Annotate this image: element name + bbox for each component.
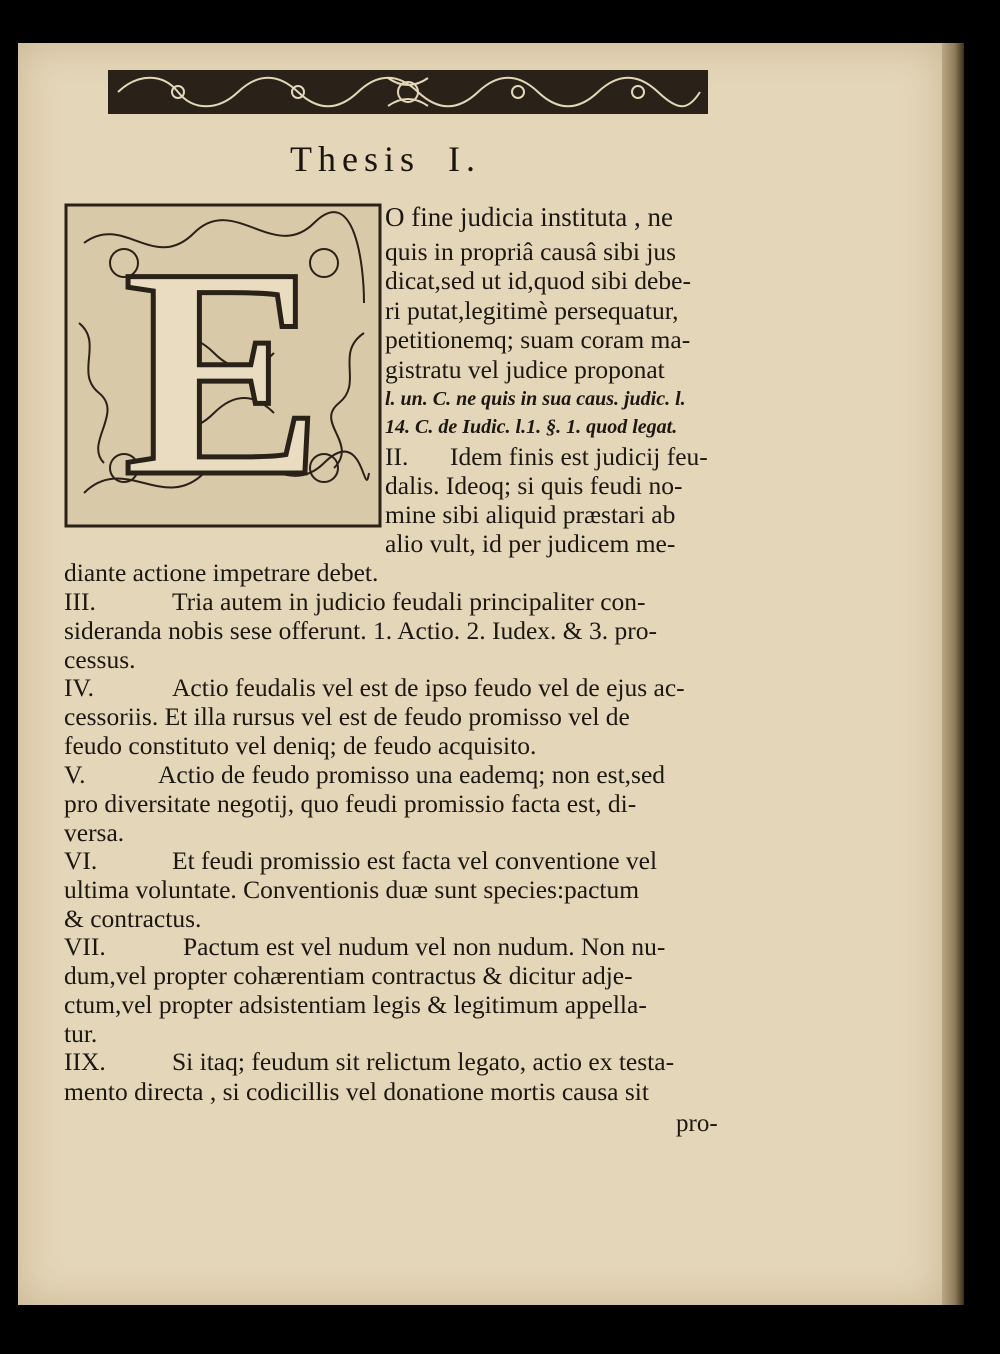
ornamental-headpiece (108, 68, 708, 116)
section-number: V. (64, 760, 86, 789)
section-number: VII. (64, 932, 106, 961)
legal-citation: 14. C. de Iudic. l.1. §. 1. quod legat. (385, 416, 678, 438)
text-line: cessus. (64, 645, 136, 674)
text-line: O fine judicia instituta , ne (385, 202, 673, 232)
text-line: Si itaq; feudum sit relictum legato, actio ex testa- (172, 1047, 675, 1076)
text-line: Actio de feudo promisso una eademq; non est,sed (158, 760, 666, 789)
text-line: diante actione impetrare debet. (64, 558, 379, 587)
thesis-title (290, 138, 610, 188)
text-line: gistratu vel judice proponat (385, 355, 665, 384)
text-line: Pactum est vel nudum vel non nudum. Non nu- (183, 932, 666, 961)
text-line: Tria autem in judicio feudali principaliter con- (172, 587, 646, 616)
section-number: VI. (64, 846, 98, 875)
text-line: dicat,sed ut id,quod sibi debe- (385, 266, 691, 295)
decorated-initial-letter (64, 203, 382, 528)
text-line: ri putat,legitimè persequatur, (385, 296, 679, 325)
legal-citation: l. un. C. ne quis in sua caus. judic. l. (385, 388, 686, 410)
text-line: tur. (64, 1019, 98, 1048)
section-number: IIX. (64, 1047, 106, 1076)
text-line: Idem finis est judicij feu- (450, 442, 708, 471)
text-line: quis in propriâ causâ sibi jus (385, 237, 677, 266)
section-number: IV. (64, 673, 94, 702)
text-line: cessoriis. Et illa rursus vel est de feudo promisso vel de (64, 702, 630, 731)
text-line: ctum,vel propter adsistentiam legis & legitimum appella- (64, 990, 647, 1019)
text-line: versa. (64, 818, 125, 847)
text-line: dum,vel propter cohærentiam contractus & dicitur adje- (64, 961, 633, 990)
text-line: ultima voluntate. Conventionis duæ sunt species:pactum (64, 875, 640, 904)
section-number: II. (385, 442, 409, 471)
text-line: dalis. Ideoq; si quis feudi no- (385, 471, 683, 500)
text-line: & contractus. (64, 904, 202, 933)
text-line: Et feudi promissio est facta vel conventione vel (172, 846, 658, 875)
text-line: pro diversitate negotij, quo feudi promissio facta est, di- (64, 789, 637, 818)
catchword: pro- (676, 1110, 718, 1137)
text-line: mento directa , si codicillis vel donatione mortis causa sit (64, 1077, 649, 1106)
section-number: III. (64, 587, 96, 616)
text-line: Actio feudalis vel est de ipso feudo vel de ejus ac- (172, 673, 685, 702)
text-line: mine sibi aliquid præstari ab (385, 500, 676, 529)
text-line: feudo constituto vel deniq; de feudo acquisito. (64, 731, 537, 760)
text-line: petitionemq; suam coram ma- (385, 325, 691, 354)
initial-letter-glyph: E (122, 206, 324, 528)
text-line: sideranda nobis sese offerunt. 1. Actio. 2. Iudex. & 3. pro- (64, 616, 657, 645)
page-gutter (942, 43, 964, 1305)
text-line: alio vult, id per judicem me- (385, 529, 676, 558)
title-numeral: I. (448, 139, 481, 179)
title-word: Thesis (290, 139, 420, 179)
